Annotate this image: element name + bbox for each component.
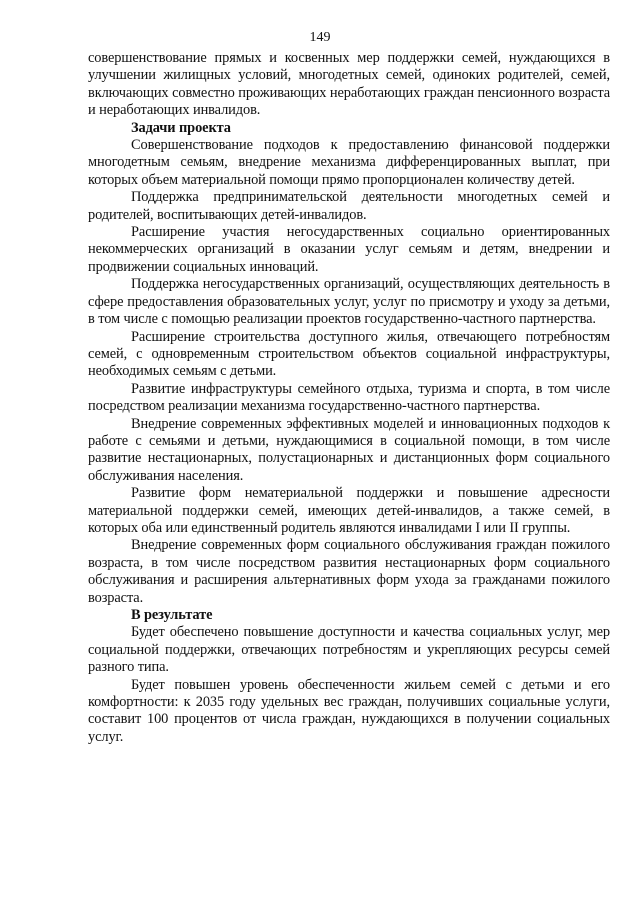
heading-results: В результате <box>131 607 213 623</box>
paragraph-entrepreneurship: Поддержка предпринимательской деятельности многодетных семей и родителей, воспитывающих детей-инвалидов. <box>88 189 610 223</box>
paragraph-service-accessibility: Будет обеспечено повышение доступности и качества социальных услуг, мер социальной поддержки, отвечающих потребностям и укрепляющих ресурсы семей разного типа. <box>88 624 610 676</box>
paragraph-nongovernmental-support: Поддержка негосударственных организаций, осуществляющих деятельность в сфере предоставления образовательных услуг, услуг по присмотру и уходу за детьми, в том числе с помощью реализации проектов государственно-частного партнерства. <box>88 276 610 328</box>
paragraph-elderly-services: Внедрение современных форм социального обслуживания граждан пожилого возраста, в том числе посредством развития нестационарных форм социального обслуживания и расширения альтернативных форм ухода за гражданами пожилого возраста. <box>88 537 610 606</box>
paragraph-housing-construction: Расширение строительства доступного жилья, отвечающего потребностям семей, с одновременным строительством объектов социальной инфраструктуры, необходимых семьям с детьми. <box>88 328 610 380</box>
paragraph-innovative-models: Внедрение современных эффективных моделей и инновационных подходов к работе с семьями и детьми, нуждающимися в социальной помощи, в том числе развитие нестационарных, полустационарных и дистанционных форм социального обслуживания населения. <box>88 415 610 484</box>
paragraph-family-recreation: Развитие инфраструктуры семейного отдыха, туризма и спорта, в том числе посредством реализации механизма государственно-частного партнерства. <box>88 380 610 415</box>
paragraph-housing-comfort: Будет повышен уровень обеспеченности жильем семей с детьми и его комфортности: к 2035 году удельных вес граждан, получивших социальные услуги, составит 100 процентов от числа граждан, нуждающихся в получении социальных услуг. <box>88 676 610 745</box>
heading-project-tasks: Задачи проекта <box>131 119 231 136</box>
page-number: 149 <box>309 30 331 45</box>
paragraph-nonmaterial-support: Развитие форм нематериальной поддержки и повышение адресности материальной поддержки семей, имеющих детей-инвалидов, а также семей, в которых оба или единственный родитель являются инвалидами I или II группы. <box>88 485 610 536</box>
document-body <box>88 50 610 746</box>
paragraph-nonprofit-participation: Расширение участия негосударственных социально ориентированных некоммерческих организаций в оказании услуг семьям и детям, внедрении и продвижении социальных инноваций. <box>88 224 610 275</box>
paragraph-continuation: совершенствование прямых и косвенных мер поддержки семей, нуждающихся в улучшении жилищных условий, многодетных семей, одиноких родителей, семей, включающих совместно проживающих неработающих граждан пенсионного возраста и неработающих инвалидов. <box>88 50 610 119</box>
paragraph-financial-support: Совершенствование подходов к предоставлению финансовой поддержки многодетным семьям, внедрение механизма дифференцированных выплат, при которых объем материальной помощи прямо пропорционален количеству детей. <box>88 137 610 188</box>
